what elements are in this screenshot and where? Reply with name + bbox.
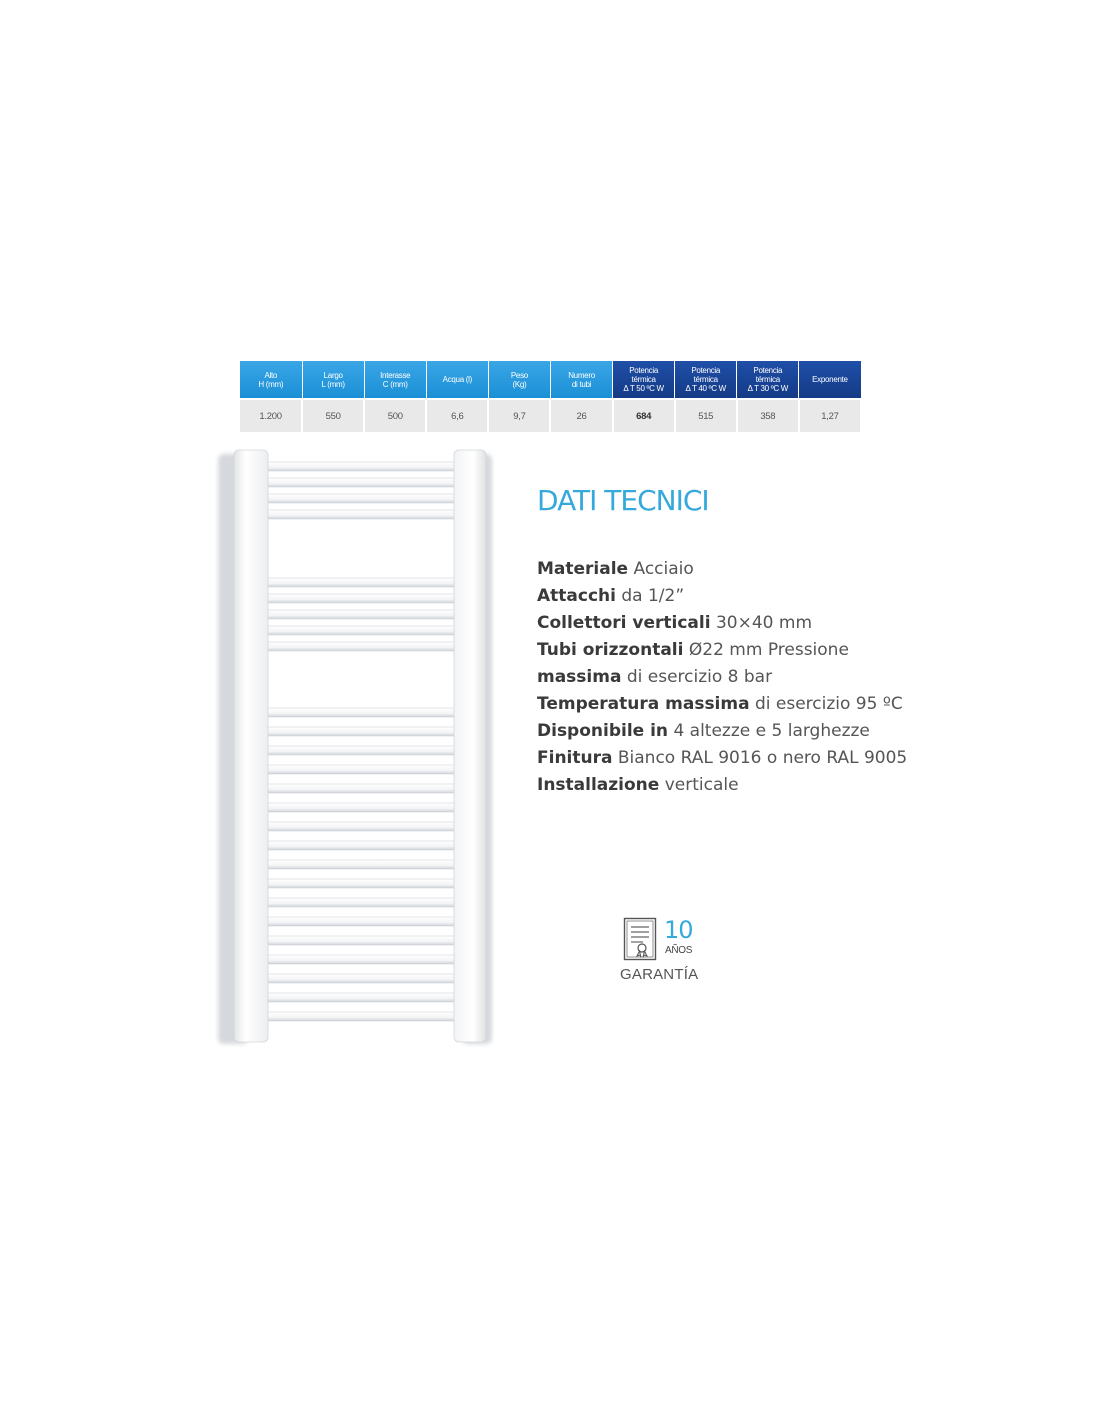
cell-largo: 550 [302, 399, 364, 432]
header-interasse: Interasse C (mm) [364, 361, 426, 399]
left-collector [234, 450, 268, 1042]
spec-value: Bianco RAL 9016 o nero RAL 9005 [612, 748, 908, 768]
warranty-years-unit: AÑOS [665, 945, 693, 956]
spec-value: Ø22 mm Pressione [683, 640, 849, 660]
spec-value: 4 altezze e 5 larghezze [668, 721, 870, 741]
tube-group-middle [254, 578, 460, 651]
spec-list [537, 556, 907, 799]
cell-potencia-40: 515 [675, 399, 737, 432]
cell-potencia-50: 684 [613, 399, 675, 432]
list-item [537, 745, 907, 772]
table-row [240, 399, 861, 432]
spec-value: di esercizio 95 ºC [749, 694, 903, 714]
warranty-label: GARANTÍA [620, 966, 699, 983]
header-numero-tubi: Numero di tubi [550, 361, 612, 399]
list-item [537, 610, 907, 637]
spec-table-header-row [240, 361, 861, 399]
spec-value: 30×40 mm [710, 613, 812, 633]
spec-label: Finitura [537, 748, 613, 768]
spec-value: di esercizio 8 bar [621, 667, 773, 687]
spec-table [240, 361, 862, 432]
section-title: DATI TECNICI [537, 484, 709, 517]
spec-label: Materiale [537, 559, 629, 579]
list-item [537, 556, 907, 583]
cell-acqua: 6,6 [426, 399, 488, 432]
spec-value: Acciaio [628, 559, 694, 579]
spec-value: verticale [659, 775, 739, 795]
list-item [537, 637, 907, 664]
header-potencia-50: Potencia térmica Δ T 50 ºC W [613, 361, 675, 399]
header-potencia-40: Potencia térmica Δ T 40 ºC W [675, 361, 737, 399]
spec-value: da 1/2” [615, 586, 685, 606]
header-exponente: Exponente [799, 361, 861, 399]
cell-exponente: 1,27 [799, 399, 861, 432]
spec-label: Installazione [537, 775, 660, 795]
list-item [537, 772, 907, 799]
spec-label: Attacchi [537, 586, 616, 606]
header-peso: Peso (Kg) [488, 361, 550, 399]
header-largo: Largo L (mm) [302, 361, 364, 399]
tube-group-top [254, 462, 460, 519]
towel-radiator-image [214, 448, 494, 1048]
header-alto: Alto H (mm) [240, 361, 302, 399]
spec-label: Disponibile in [537, 721, 669, 741]
header-acqua: Acqua (l) [426, 361, 488, 399]
list-item [537, 583, 907, 610]
list-item [537, 691, 907, 718]
spec-label: Temperatura massima [537, 694, 750, 714]
cell-numero-tubi: 26 [550, 399, 612, 432]
cell-interasse: 500 [364, 399, 426, 432]
spec-label: Collettori verticali [537, 613, 711, 633]
spec-label: massima [537, 667, 622, 687]
list-item [537, 718, 907, 745]
certificate-icon [623, 917, 657, 961]
list-item [537, 664, 907, 691]
spec-label: Tubi orizzontali [537, 640, 684, 660]
tube-group-bottom [254, 708, 460, 1021]
warranty-years: 10 [664, 916, 693, 944]
cell-potencia-30: 358 [737, 399, 799, 432]
cell-peso: 9,7 [488, 399, 550, 432]
right-collector [454, 450, 486, 1042]
cell-alto: 1.200 [240, 399, 302, 432]
header-potencia-30: Potencia térmica Δ T 30 ºC W [737, 361, 799, 399]
